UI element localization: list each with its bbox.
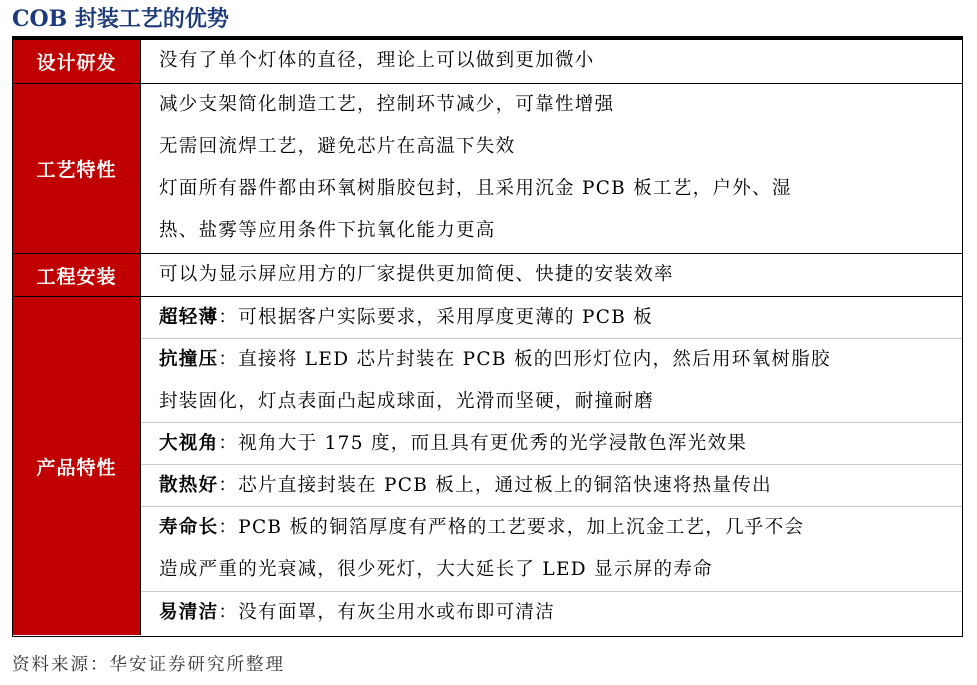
product-item-sep: ：: [218, 433, 239, 454]
product-item-thin: [141, 297, 962, 339]
process-line: 减少支架简化制造工艺，控制环节减少，可靠性增强: [159, 94, 615, 115]
advantages-table: [12, 39, 963, 637]
page-title: COB 封装工艺的优势: [12, 6, 229, 32]
product-item-life: [141, 507, 962, 592]
product-item-angle: [141, 423, 962, 465]
product-item-key: 大视角: [159, 433, 219, 454]
product-item-clean: [141, 592, 962, 634]
product-item-text: 可根据客户实际要求，采用厚度更薄的 PCB 板: [238, 307, 654, 328]
product-item-line: [159, 297, 954, 339]
install-content: [141, 254, 962, 296]
install-line: 可以为显示屏应用方的厂家提供更加简便、快捷的安装效率: [159, 264, 674, 285]
row-label-design: 设计研发: [13, 40, 141, 83]
product-item-key: 寿命长: [159, 517, 219, 538]
row-label-process: 工艺特性: [13, 84, 141, 253]
product-item-key: 散热好: [159, 475, 219, 496]
product-item-sep: ：: [218, 307, 239, 328]
product-item-key: 超轻薄: [159, 307, 219, 328]
product-item-text: PCB 板的铜箔厚度有严格的工艺要求，加上沉金工艺，几乎不会: [238, 517, 805, 538]
product-item-line: [159, 423, 954, 465]
product-item-sep: ：: [218, 349, 239, 370]
process-line: 热、盐雾等应用条件下抗氧化能力更高: [159, 220, 496, 241]
process-line: 灯面所有器件都由环氧树脂胶包封，且采用沉金 PCB 板工艺，户外、湿: [159, 178, 792, 199]
row-process: [13, 84, 962, 254]
source-note: 资料来源：华安证券研究所整理: [12, 655, 285, 675]
product-item-text: 直接将 LED 芯片封装在 PCB 板的凹形灯位内，然后用环氧树脂胶: [238, 349, 831, 370]
product-item-impact: [141, 339, 962, 423]
product-item-line: [159, 592, 954, 634]
product-item-key: 易清洁: [159, 602, 219, 623]
product-item-heat: [141, 465, 962, 507]
process-content: [141, 84, 962, 253]
product-item-sep: ：: [218, 475, 239, 496]
row-label-install: 工程安装: [13, 254, 141, 296]
row-label-product: 产品特性: [13, 297, 141, 635]
product-item-text: 视角大于 175 度，而且具有更优秀的光学浸散色浑光效果: [238, 433, 748, 454]
product-item-line: [159, 507, 954, 549]
product-item-sep: ：: [218, 517, 239, 538]
product-item-text: 芯片直接封装在 PCB 板上，通过板上的铜箔快速将热量传出: [238, 475, 772, 496]
design-line: 没有了单个灯体的直径，理论上可以做到更加微小: [159, 50, 595, 71]
product-item-line: [159, 339, 954, 381]
design-content: [141, 40, 962, 83]
row-product: [13, 297, 962, 635]
row-design: [13, 40, 962, 84]
product-item-sep: ：: [218, 602, 239, 623]
product-item-text: 没有面罩，有灰尘用水或布即可清洁: [238, 602, 556, 623]
product-item-line: 造成严重的光衰减，很少死灯，大大延长了 LED 显示屏的寿命: [159, 559, 713, 580]
row-install: [13, 254, 962, 297]
process-line: 无需回流焊工艺，避免芯片在高温下失效: [159, 136, 516, 157]
product-item-line: [159, 465, 954, 507]
product-item-key: 抗撞压: [159, 349, 219, 370]
product-item-line: 封装固化，灯点表面凸起成球面，光滑而坚硬，耐撞耐磨: [159, 391, 655, 412]
